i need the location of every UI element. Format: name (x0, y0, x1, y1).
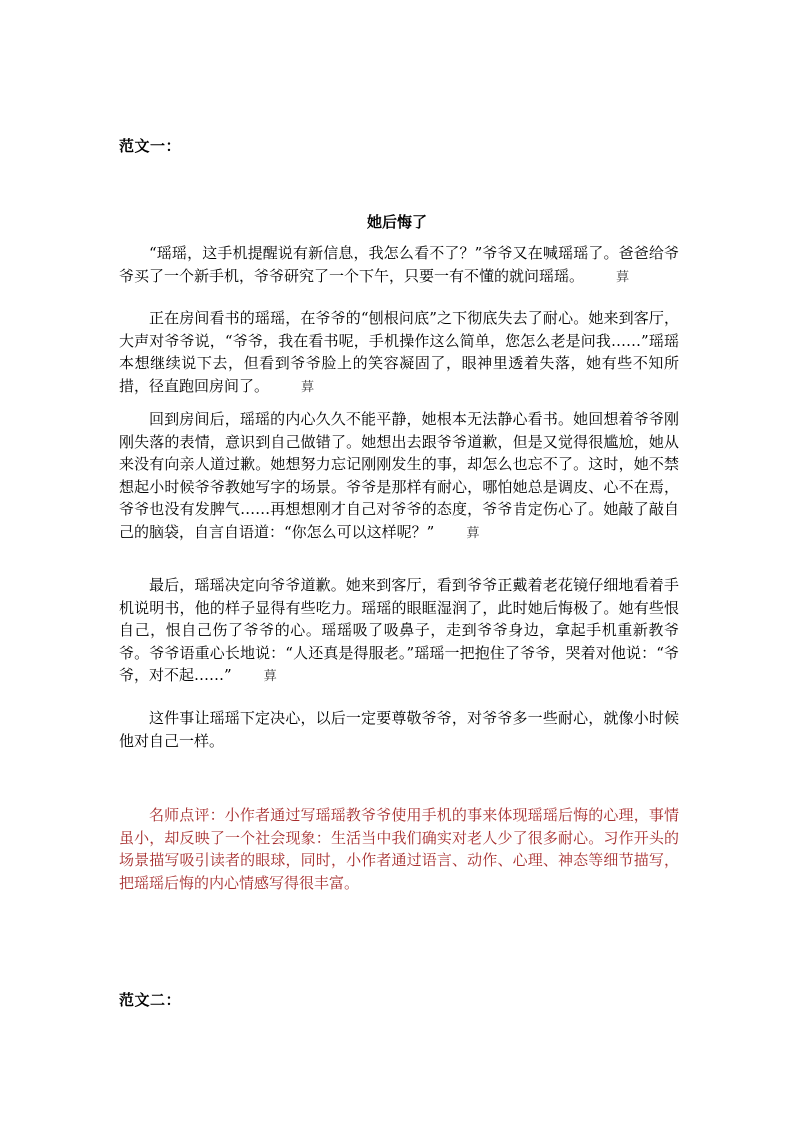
section-heading-2: 范文二： (119, 991, 182, 1009)
teacher-comment (119, 804, 679, 894)
paragraph-4 (119, 574, 679, 689)
paragraph-text: 最后，瑶瑶决定向爷爷道歉。她来到客厅，看到爷爷正戴着老花镜仔细地看着手机说明书，他的样子显得有些吃力。瑶瑶的眼眶湿润了，此时她后悔极了。她有些恨自己，恨自己伤了爷爷的心。瑶瑶吸了吸鼻子，走到爷爷身边，拿起手机重新教爷爷。爷爷语重心长地说：“人还真是得服老。”瑶瑶一把抱住了爷爷，哭着对他说：“爷爷，对不起……” 萛 (119, 574, 679, 689)
paragraph-text: “瑶瑶，这手机提醒说有新信息，我怎么看不了？”爷爷又在喊瑶瑶了。爸爸给爷爷买了一个新手机，爷爷研究了一个下午，只要一有不懂的就问瑶瑶。 萛 (119, 242, 679, 289)
paragraph-mark: 萛 (616, 269, 630, 285)
paragraph-mark: 萛 (301, 379, 315, 395)
paragraph-text: 这件事让瑶瑶下定决心，以后一定要尊敬爷爷，对爷爷多一些耐心，就像小时候他对自己一样。 (119, 709, 679, 750)
comment-text: 名师点评：小作者通过写瑶瑶教爷爷使用手机的事来体现瑶瑶后悔的心理，事情虽小，却反映了一个社会现象：生活当中我们确实对老人少了很多耐心。习作开头的场景描写吸引读者的眼球，同时，小作者通过语言、动作、心理、神态等细节描写，把瑶瑶后悔的内心情感写得很丰富。 (119, 806, 679, 892)
paragraph-2 (119, 307, 679, 399)
paragraph-5 (119, 707, 679, 752)
paragraph-mark: 萛 (466, 525, 480, 541)
paragraph-text: 正在房间看书的瑶瑶，在爷爷的“刨根问底”之下彻底失去了耐心。她来到客厅，大声对爷爷说，“爷爷，我在看书呢，手机操作这么简单，您怎么老是问我……”瑶瑶本想继续说下去，但看到爷爷脸上的笑容凝固了，眼神里透着失落，她有些不知所措，径直跑回房间了。 萛 (119, 307, 679, 399)
essay-title: 她后悔了 (366, 213, 427, 231)
paragraph-1 (119, 242, 679, 289)
paragraph-mark: 萛 (263, 669, 277, 684)
paragraph-text: 回到房间后，瑶瑶的内心久久不能平静，她根本无法静心看书。她回想着爷爷刚刚失落的表情，意识到自己做错了。她想出去跟爷爷道歉，但是又觉得很尴尬，她从来没有向亲人道过歉。她想努力忘记刚刚发生的事，却怎么也忘不了。这时，她不禁想起小时候爷爷教她写字的场景。爷爷是那样有耐心，哪怕她总是调皮、心不在焉，爷爷也没有发脾气……再想想刚才自己对爷爷的态度，爷爷肯定伤心了。她敲了敲自己的脑袋，自言自语道：“你怎么可以这样呢？” 萛 (119, 408, 679, 545)
paragraph-3 (119, 408, 679, 545)
section-heading-1: 范文一： (119, 137, 182, 155)
